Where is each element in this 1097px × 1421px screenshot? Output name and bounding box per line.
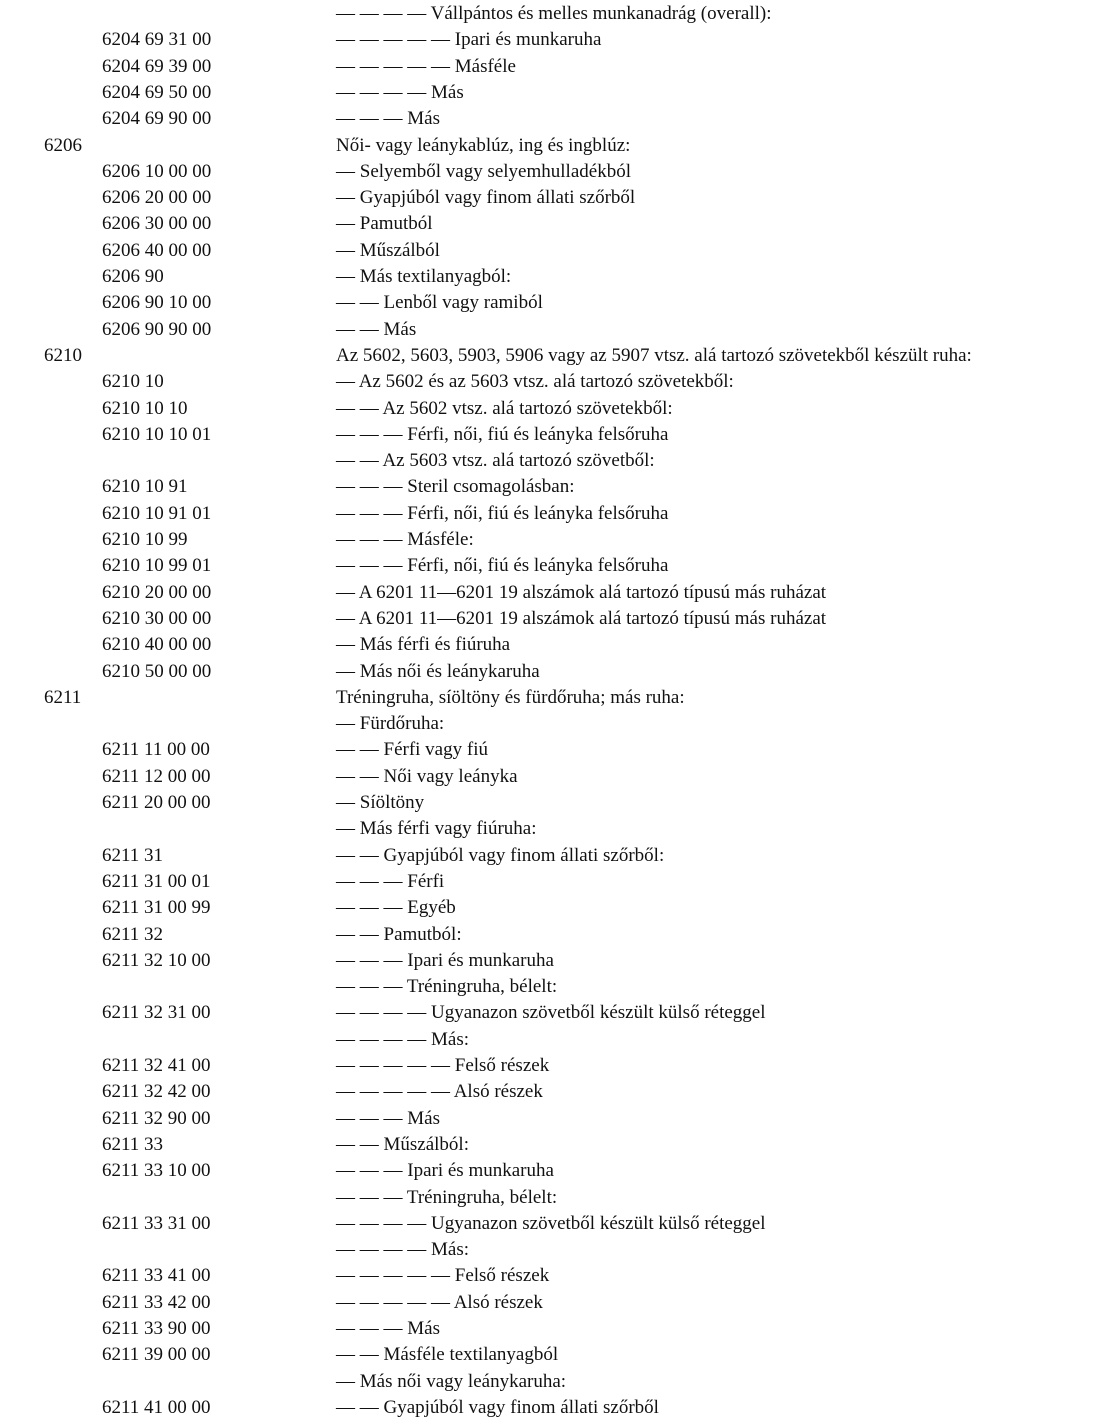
tariff-row <box>0 1395 1097 1421</box>
tariff-code: 6204 69 31 00 <box>102 29 212 51</box>
tariff-description: — — — Tréningruha, bélelt: <box>336 1186 558 1208</box>
tariff-description: — Pamutból <box>336 213 433 235</box>
tariff-row <box>0 343 1097 369</box>
tariff-code: 6211 32 <box>102 923 164 945</box>
tariff-row <box>0 290 1097 316</box>
tariff-description: — — — Férfi <box>336 870 445 892</box>
tariff-code: 6210 20 00 00 <box>102 581 212 603</box>
tariff-description: — Műszálból <box>336 239 440 261</box>
tariff-code: 6211 32 41 00 <box>102 1055 211 1076</box>
tariff-row <box>0 80 1097 106</box>
tariff-row <box>0 211 1097 237</box>
heading-code: 6211 <box>44 686 82 708</box>
tariff-row <box>0 1211 1097 1237</box>
tariff-description: — — Pamutból: <box>336 923 462 945</box>
tariff-description: — Más férfi és fiúruha <box>336 634 511 656</box>
tariff-description: — A 6201 11—6201 19 alszámok alá tartozó típusú más ruházat <box>336 581 827 603</box>
tariff-code: 6206 20 00 00 <box>102 187 212 209</box>
tariff-code: 6211 20 00 00 <box>102 792 211 813</box>
tariff-code: 6206 90 <box>102 266 164 287</box>
tariff-row <box>0 922 1097 948</box>
tariff-code: 6211 32 42 00 <box>102 1081 211 1103</box>
tariff-description: — — — Ipari és munkaruha <box>336 1160 554 1182</box>
tariff-row <box>0 1027 1097 1053</box>
tariff-description: — — — — — Felső részek <box>336 1265 550 1287</box>
tariff-code: 6211 33 <box>102 1133 164 1155</box>
tariff-row <box>0 1000 1097 1026</box>
tariff-row <box>0 974 1097 1000</box>
tariff-row <box>0 1132 1097 1158</box>
tariff-description: — — — Más <box>336 108 440 130</box>
tariff-description: — — Másféle textilanyagból <box>336 1344 559 1366</box>
tariff-description: — — Női vagy leányka <box>336 765 518 787</box>
tariff-row <box>0 396 1097 422</box>
tariff-description: — — — — — Alsó részek <box>336 1291 543 1313</box>
tariff-row <box>0 580 1097 606</box>
tariff-code: 6210 10 91 <box>102 476 188 498</box>
tariff-code: 6204 69 90 00 <box>102 108 212 130</box>
tariff-row <box>0 816 1097 842</box>
tariff-description: Női- vagy leánykablúz, ing és ingblúz: <box>336 134 631 156</box>
tariff-code: 6211 11 00 00 <box>102 739 210 761</box>
tariff-row <box>0 1158 1097 1184</box>
tariff-code: 6204 69 50 00 <box>102 81 212 103</box>
tariff-row <box>0 948 1097 974</box>
tariff-row <box>0 790 1097 816</box>
heading-code: 6210 <box>44 344 82 366</box>
tariff-code: 6211 33 31 00 <box>102 1212 211 1234</box>
tariff-row <box>0 632 1097 658</box>
tariff-code: 6206 10 00 00 <box>102 160 212 182</box>
tariff-row <box>0 133 1097 159</box>
tariff-description: — — — — Más <box>336 81 464 103</box>
tariff-description: — — — — Ugyanazon szövetből készült külső réteggel <box>336 1002 766 1024</box>
tariff-row <box>0 422 1097 448</box>
tariff-description: — — Az 5602 vtsz. alá tartozó szövetekből: <box>336 397 673 419</box>
tariff-row <box>0 843 1097 869</box>
tariff-row <box>0 553 1097 579</box>
tariff-row <box>0 1185 1097 1211</box>
tariff-code: 6210 10 10 01 <box>102 423 212 445</box>
tariff-row <box>0 869 1097 895</box>
tariff-row <box>0 1106 1097 1132</box>
tariff-code: 6211 32 90 00 <box>102 1107 211 1129</box>
tariff-code: 6206 90 90 00 <box>102 318 212 340</box>
tariff-description: — Síöltöny <box>336 792 425 813</box>
tariff-description: — — — Férfi, női, fiú és leányka felsőruha <box>336 555 669 577</box>
tariff-code: 6211 33 41 00 <box>102 1265 211 1287</box>
tariff-code: 6211 33 42 00 <box>102 1291 211 1313</box>
tariff-row <box>0 1 1097 27</box>
tariff-description: — — — Egyéb <box>336 897 456 919</box>
tariff-description: — Selyemből vagy selyemhulladékból <box>336 160 631 182</box>
tariff-description: — — — Tréningruha, bélelt: <box>336 976 558 998</box>
tariff-code: 6211 33 90 00 <box>102 1318 211 1339</box>
tariff-code: 6210 40 00 00 <box>102 634 212 656</box>
tariff-row <box>0 895 1097 921</box>
tariff-description: — Más textilanyagból: <box>336 266 512 287</box>
tariff-description: — — Az 5603 vtsz. alá tartozó szövetből: <box>336 450 655 472</box>
tariff-description: — — — — Vállpántos és melles munkanadrág (overall): <box>336 3 772 24</box>
tariff-description: Tréningruha, síöltöny és fürdőruha; más ruha: <box>336 686 685 708</box>
tariff-code: 6211 39 00 00 <box>102 1344 211 1366</box>
tariff-row <box>0 1053 1097 1079</box>
tariff-description: — — — — Ugyanazon szövetből készült külső réteggel <box>336 1212 766 1234</box>
tariff-description: — Más női vagy leánykaruha: <box>336 1370 567 1392</box>
tariff-row <box>0 1342 1097 1368</box>
tariff-code: 6210 10 99 <box>102 529 188 550</box>
tariff-description: — — — — — Ipari és munkaruha <box>336 29 602 51</box>
tariff-row <box>0 737 1097 763</box>
tariff-code: 6210 10 <box>102 371 164 393</box>
tariff-row <box>0 1316 1097 1342</box>
tariff-description: — — Műszálból: <box>336 1133 469 1155</box>
tariff-code: 6211 32 31 00 <box>102 1002 211 1024</box>
tariff-row <box>0 1079 1097 1105</box>
tariff-code: 6211 31 00 99 <box>102 897 211 919</box>
tariff-description: — — — — Más: <box>336 1239 469 1261</box>
tariff-description: — A 6201 11—6201 19 alszámok alá tartozó típusú más ruházat <box>336 607 827 629</box>
tariff-row <box>0 159 1097 185</box>
tariff-code: 6206 90 10 00 <box>102 292 212 314</box>
tariff-row <box>0 369 1097 395</box>
tariff-code: 6211 31 00 01 <box>102 870 211 892</box>
tariff-row <box>0 685 1097 711</box>
tariff-row <box>0 238 1097 264</box>
tariff-code: 6210 10 91 01 <box>102 502 212 524</box>
tariff-description: — — — — Más: <box>336 1028 469 1050</box>
heading-code: 6206 <box>44 134 82 156</box>
tariff-code: 6211 41 00 00 <box>102 1396 211 1418</box>
tariff-description: — — — — — Alsó részek <box>336 1081 543 1103</box>
tariff-description: — — Más <box>336 318 417 340</box>
tariff-description: — Más férfi vagy fiúruha: <box>336 818 537 840</box>
tariff-code: 6211 32 10 00 <box>102 949 211 971</box>
tariff-description: — Fürdőruha: <box>336 713 445 735</box>
tariff-row <box>0 1263 1097 1289</box>
tariff-description: — — — — — Másféle <box>336 55 516 77</box>
tariff-description: — — Férfi vagy fiú <box>336 739 488 761</box>
tariff-code: 6211 33 10 00 <box>102 1160 211 1182</box>
tariff-row <box>0 1237 1097 1263</box>
tariff-row <box>0 106 1097 132</box>
tariff-code: 6206 30 00 00 <box>102 213 212 235</box>
tariff-row <box>0 1290 1097 1316</box>
tariff-description: — — — Másféle: <box>336 529 474 550</box>
tariff-row <box>0 606 1097 632</box>
tariff-row <box>0 659 1097 685</box>
tariff-row <box>0 501 1097 527</box>
tariff-code: 6210 30 00 00 <box>102 607 212 629</box>
tariff-code: 6206 40 00 00 <box>102 239 212 261</box>
tariff-description: — — — — — Felső részek <box>336 1055 550 1076</box>
tariff-description: — — — Más <box>336 1107 440 1129</box>
tariff-row <box>0 264 1097 290</box>
tariff-code: 6204 69 39 00 <box>102 55 212 77</box>
tariff-row <box>0 185 1097 211</box>
tariff-code: 6210 10 99 01 <box>102 555 212 577</box>
tariff-description: — Gyapjúból vagy finom állati szőrből <box>336 187 636 209</box>
tariff-description: Az 5602, 5603, 5903, 5906 vagy az 5907 vtsz. alá tartozó szövetekből készült ruha: <box>336 344 972 366</box>
tariff-description: — — Lenből vagy ramiból <box>336 292 543 314</box>
tariff-description: — Az 5602 és az 5603 vtsz. alá tartozó szövetekből: <box>336 371 734 393</box>
tariff-row <box>0 1369 1097 1395</box>
tariff-row <box>0 448 1097 474</box>
tariff-description: — — Gyapjúból vagy finom állati szőrből: <box>336 844 665 866</box>
tariff-description: — Más női és leánykaruha <box>336 660 540 682</box>
tariff-description: — — — Férfi, női, fiú és leányka felsőruha <box>336 502 669 524</box>
tariff-code: 6210 10 10 <box>102 397 188 419</box>
tariff-code: 6211 31 <box>102 844 164 866</box>
tariff-description: — — Gyapjúból vagy finom állati szőrből <box>336 1396 659 1418</box>
tariff-row <box>0 27 1097 53</box>
tariff-code: 6211 12 00 00 <box>102 765 211 787</box>
tariff-description: — — — Férfi, női, fiú és leányka felsőruha <box>336 423 669 445</box>
tariff-row <box>0 54 1097 80</box>
tariff-row <box>0 474 1097 500</box>
tariff-description: — — — Más <box>336 1318 440 1339</box>
tariff-row <box>0 317 1097 343</box>
tariff-row <box>0 527 1097 553</box>
tariff-description: — — — Steril csomagolásban: <box>336 476 575 498</box>
tariff-description: — — — Ipari és munkaruha <box>336 949 554 971</box>
tariff-row <box>0 764 1097 790</box>
tariff-code: 6210 50 00 00 <box>102 660 212 682</box>
tariff-row <box>0 711 1097 737</box>
